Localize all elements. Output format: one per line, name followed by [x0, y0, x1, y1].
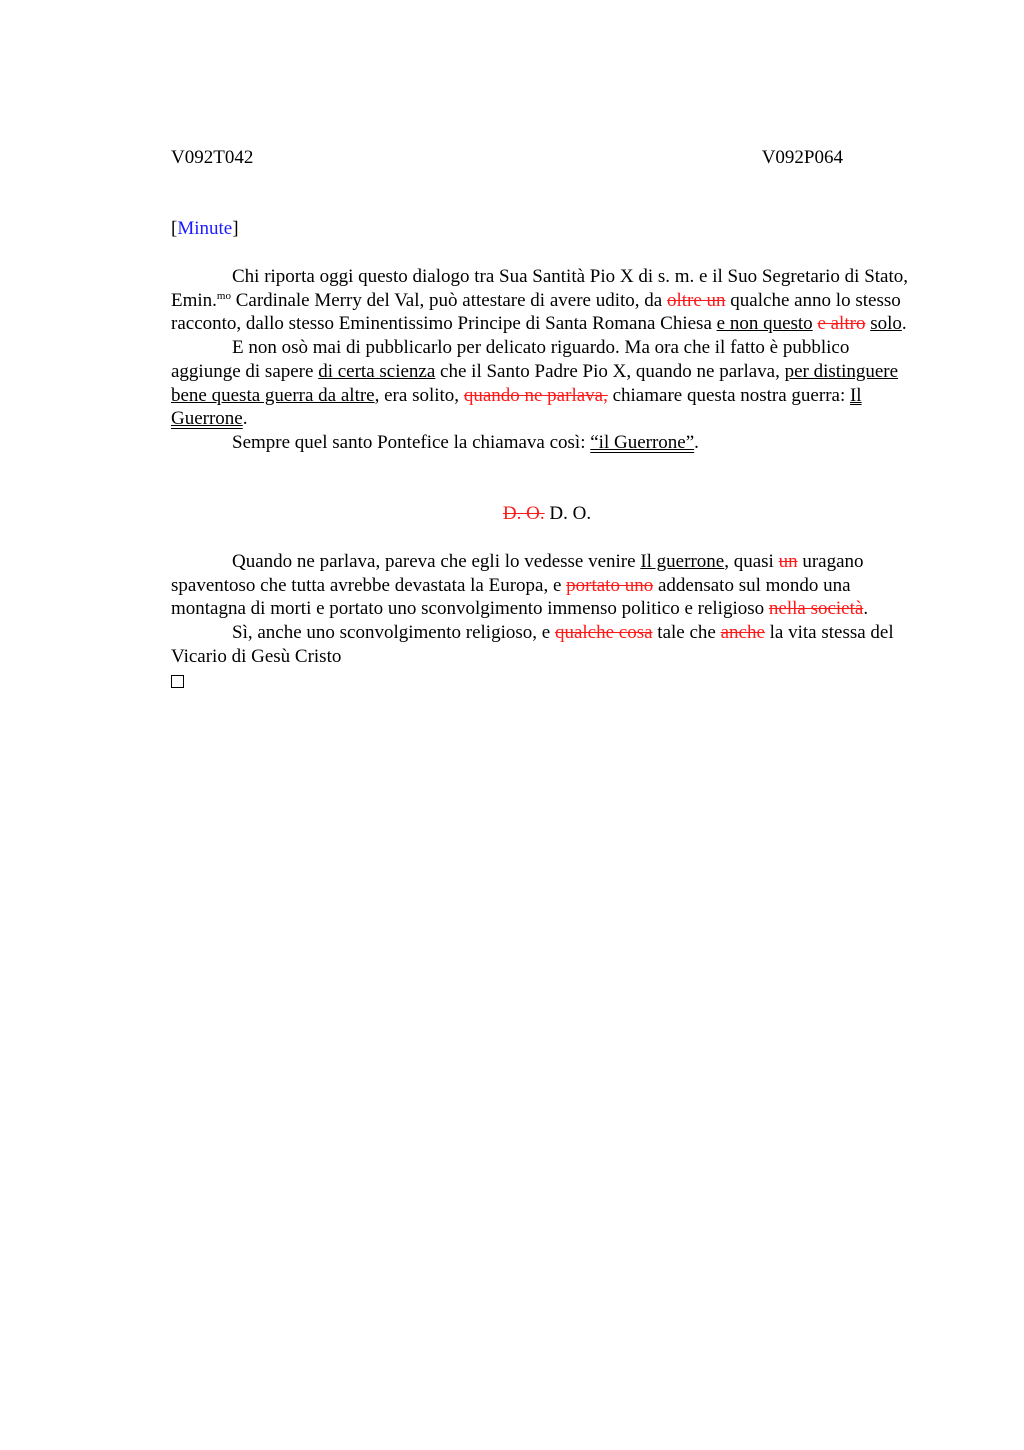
- paragraph-2-text-5: .: [242, 408, 248, 430]
- paragraph-1: [171, 265, 923, 336]
- underlined-text: per distinguere bene questa guerra da altre: [171, 360, 899, 406]
- end-marker: [171, 669, 923, 695]
- text-block-bottom: [171, 550, 923, 694]
- paragraph-5-text-1: Sì, anche uno sconvolgimento religioso, e: [232, 622, 555, 644]
- document-type-label: [171, 217, 239, 241]
- paragraph-4: [171, 550, 923, 621]
- deleted-text: oltre un: [666, 289, 726, 311]
- deleted-text: portato uno: [566, 574, 654, 596]
- paragraph-1-text-6: .: [901, 313, 907, 335]
- text-block-top: [171, 265, 923, 455]
- square-box-icon: [171, 675, 184, 688]
- paragraph-5: [171, 621, 923, 668]
- deleted-text: nella società: [768, 598, 864, 620]
- paragraph-2-text-1: E non osò mai di pubblicarlo per delicato riguardo. Ma ora che il fatto è pubblico aggiunge di sapere: [171, 337, 850, 382]
- label-close-bracket: ]: [232, 218, 239, 239]
- paragraph-4-text-5: .: [863, 598, 869, 620]
- signature-initials: [171, 502, 923, 526]
- deleted-text: qualche cosa: [554, 622, 653, 644]
- paragraph-3: [171, 431, 923, 455]
- paragraph-1-text-2: Cardinale Merry del Val, può attestare di avere udito, da: [230, 289, 667, 311]
- underlined-text: Il guerrone: [640, 551, 725, 572]
- underlined-text: e non questo: [716, 313, 813, 335]
- paragraph-4-text-4: addensato sul mondo una montagna di morti e portato uno sconvolgimento immenso politico e religioso: [171, 574, 851, 620]
- page-header: [171, 146, 843, 170]
- double-underlined-text: Il Guerrone: [171, 384, 862, 430]
- paragraph-5-text-3: la vita stessa del Vicario di Gesù Cristo: [171, 622, 894, 667]
- double-underlined-text: “il Guerrone”: [590, 431, 695, 453]
- paragraph-2-text-2: che il Santo Padre Pio X, quando ne parlava,: [435, 360, 785, 382]
- paragraph-2-text-4: chiamare questa nostra guerra:: [607, 384, 850, 406]
- initials: D. O.: [544, 503, 592, 524]
- document-id-left: V092T042: [171, 147, 254, 168]
- paragraph-4-text-3: uragano spaventoso che tutta avrebbe devastata la Europa, e: [171, 551, 864, 596]
- label-text: Minute: [177, 218, 233, 239]
- deleted-initials: D. O.: [502, 503, 545, 524]
- deleted-text: un: [778, 551, 798, 572]
- underlined-text: di certa scienza: [318, 360, 436, 382]
- paragraph-4-text-2: , quasi: [724, 551, 779, 572]
- paragraph-5-text-2: tale che: [652, 622, 721, 644]
- deleted-text: anche: [720, 622, 765, 644]
- superscript-mo: mo: [216, 289, 231, 302]
- underlined-text: solo: [870, 313, 902, 335]
- paragraph-1-text-1: Chi riporta oggi questo dialogo tra Sua Santità Pio X di s. m. e il Suo Segretario di Stato, Emin.: [171, 266, 909, 311]
- label-open-bracket: [: [171, 218, 178, 239]
- paragraph-3-text-1: Sempre quel santo Pontefice la chiamava così:: [232, 431, 591, 453]
- paragraph-3-text-2: .: [694, 431, 699, 453]
- paragraph-2-text-3: , era solito,: [374, 384, 464, 406]
- paragraph-1-text-3: qualche anno lo stesso racconto, dallo stesso Eminentissimo Principe di Santa Romana Chiesa: [171, 289, 901, 335]
- paragraph-2: [171, 336, 923, 431]
- paragraph-4-text-1: Quando ne parlava, pareva che egli lo vedesse venire: [232, 551, 641, 572]
- deleted-text: e altro: [817, 313, 866, 335]
- deleted-text: quando ne parlava,: [463, 384, 608, 406]
- document-id-right: V092P064: [761, 147, 843, 168]
